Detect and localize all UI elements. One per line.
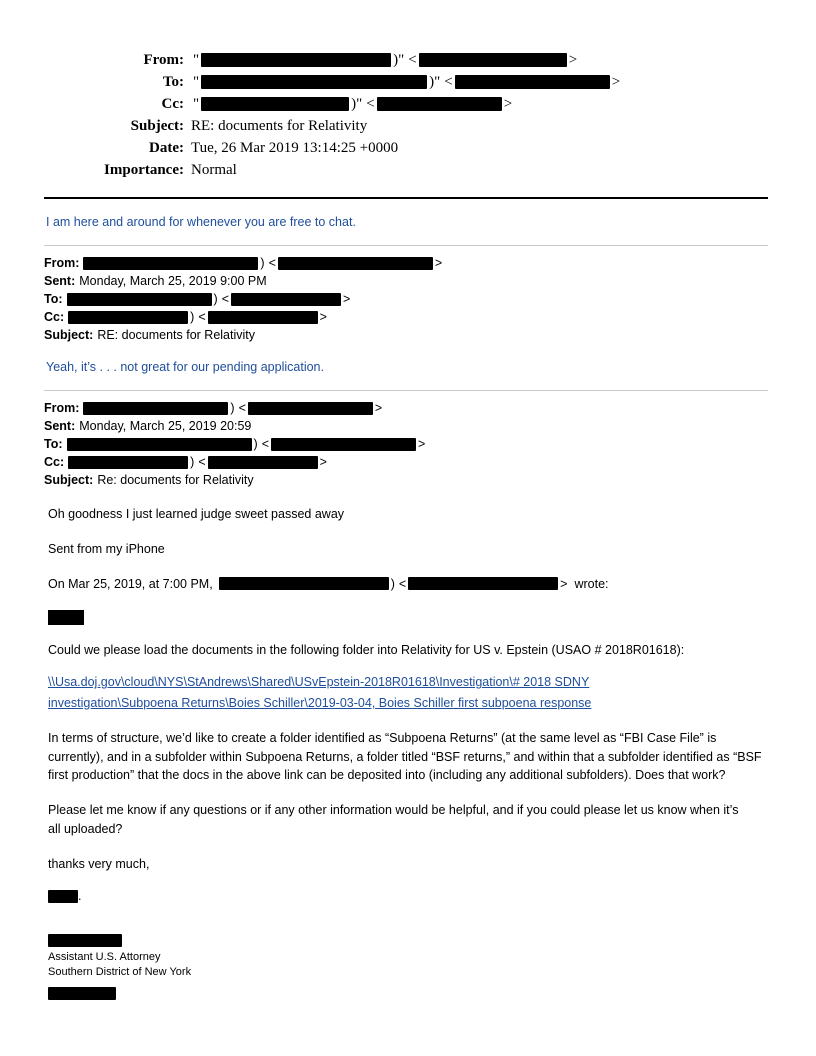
msg1-sent-label: Sent: [44, 274, 76, 289]
email-header [80, 50, 768, 181]
header-divider [44, 197, 768, 199]
header-row-to [80, 72, 768, 93]
redaction-bar [48, 890, 78, 903]
header-label-to: To: [162, 74, 184, 90]
angle-open: < [268, 256, 276, 271]
on-line-prefix: On Mar 25, 2019, at 7:00 PM, [48, 576, 213, 591]
redaction-bar [48, 934, 122, 947]
msg2-sent-line [44, 417, 768, 435]
msg2-cc-label: Cc: [44, 455, 65, 470]
header-row-cc [80, 94, 768, 115]
redaction-bar [208, 456, 318, 469]
quoted-message-1-note: Yeah, it’s . . . not great for our pending application. [46, 360, 324, 375]
msg1-cc-line [44, 308, 768, 326]
intro-note: I am here and around for whenever you are free to chat. [46, 215, 356, 229]
quote-close: )" [393, 52, 405, 68]
redaction-bar [271, 438, 416, 451]
redaction-bar [408, 577, 558, 590]
paragraph-sent-from: Sent from my iPhone [48, 542, 165, 556]
msg2-subject-value: Re: documents for Relativity [97, 473, 254, 488]
redaction-bar [67, 293, 212, 306]
angle-open: < [261, 437, 269, 452]
angle-open: < [198, 455, 206, 470]
redaction-bar [377, 97, 502, 111]
header-row-from [80, 50, 768, 71]
angle-open: < [198, 310, 206, 325]
header-label-subject: Subject: [130, 118, 184, 134]
redaction-bar [67, 438, 252, 451]
header-value-date: Tue, 26 Mar 2019 13:14:25 +0000 [191, 140, 399, 156]
msg2-from-line [44, 399, 768, 417]
angle-open: < [366, 96, 375, 112]
msg2-to-label: To: [44, 437, 63, 452]
signature-title: Assistant U.S. Attorney [48, 951, 161, 963]
redaction-bar [419, 53, 567, 67]
paren: ) [253, 437, 258, 452]
msg1-subject-value: RE: documents for Relativity [97, 328, 256, 343]
paragraph-thanks: thanks very much, [48, 856, 150, 871]
redaction-bar [219, 577, 389, 590]
message-divider-2 [44, 390, 768, 391]
header-value-subject: RE: documents for Relativity [191, 118, 368, 134]
paren: ) [230, 401, 235, 416]
header-value-to [191, 72, 622, 92]
quote-open: " [193, 52, 200, 68]
angle-open: < [444, 74, 453, 90]
paren: ) [260, 256, 265, 271]
paren: ) [213, 292, 218, 307]
msg1-sent-value: Monday, March 25, 2019 9:00 PM [79, 274, 267, 289]
header-label-importance: Importance: [104, 162, 184, 178]
header-value-from [191, 50, 579, 70]
quoted-message-1-header [44, 254, 768, 344]
msg2-cc-line [44, 453, 768, 471]
signature-office: Southern District of New York [48, 965, 192, 978]
quote-open: " [193, 74, 200, 90]
paragraph-structure: In terms of structure, we’d like to create a folder identified as “Subpoena Returns” (at the same level as “FBI Case File” is currently), and in a subfolder within Subpoena Returns, a folder titled “BSF returns,” and within that a subfolder identified as “BSF first production” that the docs in the above link can be deposited into (including any additional subfolders). Does that work? [48, 730, 762, 783]
angle-close: > [560, 576, 568, 591]
angle-open: < [398, 576, 407, 591]
paragraph-judge: Oh goodness I just learned judge sweet passed away [48, 507, 345, 522]
header-value-importance: Normal [191, 162, 237, 178]
angle-close: > [418, 437, 426, 452]
msg1-to-label: To: [44, 292, 63, 307]
email-body [44, 213, 768, 1003]
signature-name-line [48, 887, 768, 906]
angle-close: > [611, 74, 621, 90]
redaction-bar [278, 257, 433, 270]
angle-close: > [319, 310, 327, 325]
redaction-bar [68, 311, 188, 324]
angle-open: < [221, 292, 229, 307]
header-label-from: From: [143, 52, 184, 68]
header-label-cc: Cc: [161, 96, 184, 112]
paragraph-questions: Please let me know if any questions or if any other information would be helpful, and if you could please let us know when it’s all uploaded? [48, 803, 739, 836]
folder-path-link-line-2[interactable]: investigation\Subpoena Returns\Boies Schiller\2019-03-04, Boies Schiller first subpoena response [48, 696, 592, 710]
redaction-bar [83, 402, 228, 415]
msg1-subject-line [44, 326, 768, 344]
redaction-bar [201, 53, 391, 67]
paren: ) [390, 576, 395, 591]
angle-close: > [343, 292, 351, 307]
msg1-from-label: From: [44, 256, 80, 271]
signature-period: . [78, 889, 82, 904]
quoted-message-2-header [44, 399, 768, 489]
msg2-from-label: From: [44, 401, 80, 416]
angle-close: > [319, 455, 327, 470]
paragraph-request: Could we please load the documents in the following folder into Relativity for US v. Epstein (USAO # 2018R01618): [48, 642, 685, 657]
header-row-date [80, 138, 768, 159]
header-value-cc [191, 94, 514, 114]
header-row-subject [80, 116, 768, 137]
paren: ) [190, 455, 195, 470]
angle-close: > [434, 256, 443, 271]
redaction-bar [208, 311, 318, 324]
redaction-bar [231, 293, 341, 306]
msg1-from-line [44, 254, 768, 272]
redaction-bar [455, 75, 610, 89]
msg1-sent-line [44, 272, 768, 290]
signature-block [48, 922, 768, 1003]
angle-open: < [238, 401, 246, 416]
quote-close: )" [429, 74, 441, 90]
on-line-suffix: wrote: [574, 576, 609, 591]
on-wrote-inline [48, 575, 609, 593]
msg1-to-line [44, 290, 768, 308]
message-divider-1 [44, 245, 768, 246]
angle-close: > [374, 401, 383, 416]
folder-path-link-line-1[interactable]: \\Usa.doj.gov\cloud\NYS\StAndrews\Shared\USvEpstein-2018R01618\Investigation\# 2018 SDNY [48, 675, 590, 690]
msg1-subject-label: Subject: [44, 328, 94, 343]
header-row-importance [80, 160, 768, 181]
on-wrote-line [48, 575, 768, 594]
redaction-bar [201, 97, 349, 111]
redaction-bar [248, 402, 373, 415]
redaction-bar [68, 456, 188, 469]
msg2-sent-value: Monday, March 25, 2019 20:59 [79, 419, 252, 434]
redaction-bar [48, 987, 116, 1000]
redaction-bar-salutation [48, 610, 84, 625]
redaction-bar [201, 75, 427, 89]
msg2-sent-label: Sent: [44, 419, 76, 434]
msg2-subject-label: Subject: [44, 473, 94, 488]
quote-open: " [193, 96, 200, 112]
angle-close: > [503, 96, 513, 112]
angle-close: > [568, 52, 578, 68]
quote-close: )" [351, 96, 363, 112]
msg2-subject-line [44, 471, 768, 489]
header-label-date: Date: [149, 140, 184, 156]
msg2-to-line [44, 435, 768, 453]
angle-open: < [408, 52, 417, 68]
paren: ) [190, 310, 195, 325]
msg1-cc-label: Cc: [44, 310, 65, 325]
redaction-bar [83, 257, 258, 270]
